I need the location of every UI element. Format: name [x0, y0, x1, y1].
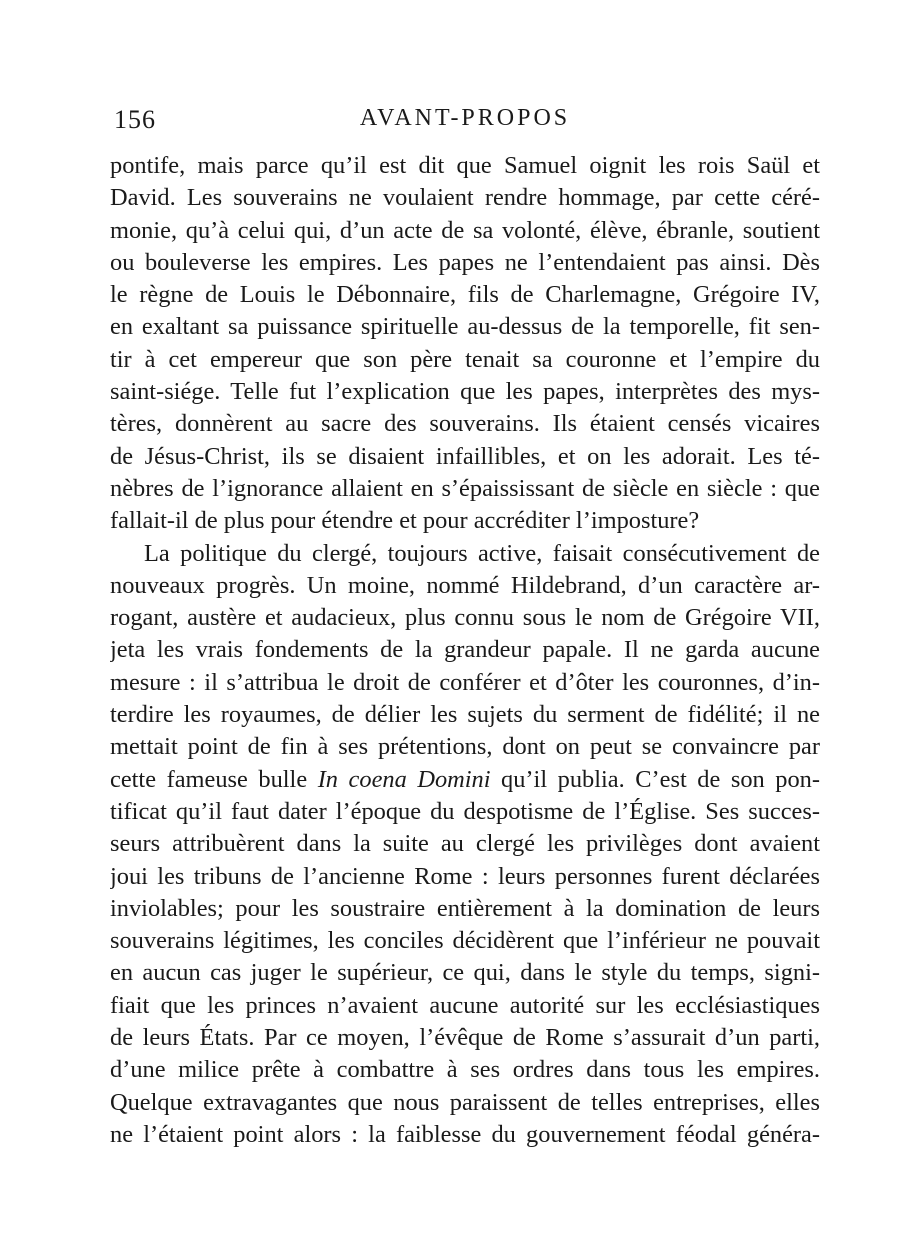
- text-line: Quelque extravagantes que nous paraissent de telles entreprises, elles: [110, 1088, 820, 1116]
- text-line: rogant, austère et audacieux, plus connu sous le nom de Grégoire VII,: [110, 604, 820, 632]
- text-line: tificat qu’il faut dater l’époque du despotisme de l’Église. Ses succes-: [110, 797, 820, 825]
- text-line: nèbres de l’ignorance allaient en s’épaississant de siècle en siècle : que: [110, 474, 820, 502]
- italic-title: In coena Domini: [317, 765, 491, 793]
- text-line: saint-siége. Telle fut l’explication que les papes, interprètes des mys-: [110, 378, 820, 406]
- page-number: 156: [114, 105, 156, 134]
- text-line: mettait point de fin à ses prétentions, dont on peut se convaincre par: [110, 733, 820, 761]
- text-line: d’une milice prête à combattre à ses ordres dans tous les empires.: [110, 1056, 820, 1084]
- text-line: le règne de Louis le Débonnaire, fils de Charlemagne, Grégoire IV,: [110, 281, 820, 309]
- text-line: tir à cet empereur que son père tenait sa couronne et l’empire du: [110, 345, 820, 373]
- text-line: ou bouleverse les empires. Les papes ne l’entendaient pas ainsi. Dès: [110, 248, 820, 276]
- text-line: pontife, mais parce qu’il est dit que Samuel oignit les rois Saül et: [110, 152, 820, 179]
- text-line: mesure : il s’attribua le droit de conférer et d’ôter les couronnes, d’in-: [110, 668, 820, 696]
- text-line: David. Les souverains ne voulaient rendre hommage, par cette céré-: [110, 184, 820, 212]
- paragraph-1: [110, 150, 820, 538]
- text-line: en aucun cas juger le supérieur, ce qui, dans le style du temps, signi-: [110, 959, 820, 987]
- text-line: terdire les royaumes, de délier les sujets du serment de fidélité; il ne: [110, 701, 820, 729]
- text-line: ne l’étaient point alors : la faiblesse du gouvernement féodal généra-: [110, 1120, 820, 1148]
- text-line: seurs attribuèrent dans la suite au clergé les privilèges dont avaient: [110, 830, 820, 858]
- body-text: [110, 150, 820, 1151]
- text-line-with-italic: [110, 764, 820, 796]
- running-head: AVANT-PROPOS: [359, 105, 571, 131]
- text-line: nouveaux progrès. Un moine, nommé Hildebrand, d’un caractère ar-: [110, 571, 820, 599]
- text-line: tères, donnèrent au sacre des souverains. Ils étaient censés vicaires: [110, 410, 820, 438]
- text-line: souverains légitimes, les conciles décidèrent que l’inférieur ne pouvait: [110, 927, 820, 955]
- text-line: jeta les vrais fondements de la grandeur papale. Il ne garda aucune: [110, 636, 820, 664]
- text-line: monie, qu’à celui qui, d’un acte de sa volonté, élève, ébranle, soutient: [110, 216, 820, 244]
- text-line: fiait que les princes n’avaient aucune autorité sur les ecclésiastiques: [110, 991, 820, 1019]
- paragraph-2: [110, 538, 820, 1152]
- text-line: joui les tribuns de l’ancienne Rome : leurs personnes furent déclarées: [110, 862, 820, 890]
- text-line: La politique du clergé, toujours active, faisait consécutivement de: [144, 539, 820, 567]
- text-segment: qu’il publia. C’est de son pon-: [490, 765, 820, 793]
- text-line: inviolables; pour les soustraire entièrement à la domination de leurs: [110, 894, 820, 922]
- text-segment: cette fameuse bulle: [110, 765, 318, 793]
- text-line: de leurs États. Par ce moyen, l’évêque de Rome s’assurait d’un parti,: [110, 1024, 820, 1052]
- page-header: [110, 105, 820, 141]
- text-line: de Jésus-Christ, ils se disaient infaillibles, et on les adorait. Les té-: [110, 442, 820, 470]
- text-line: en exaltant sa puissance spirituelle au-dessus de la temporelle, fit sen-: [110, 313, 820, 341]
- text-line: fallait-il de plus pour étendre et pour accréditer l’imposture?: [110, 507, 700, 535]
